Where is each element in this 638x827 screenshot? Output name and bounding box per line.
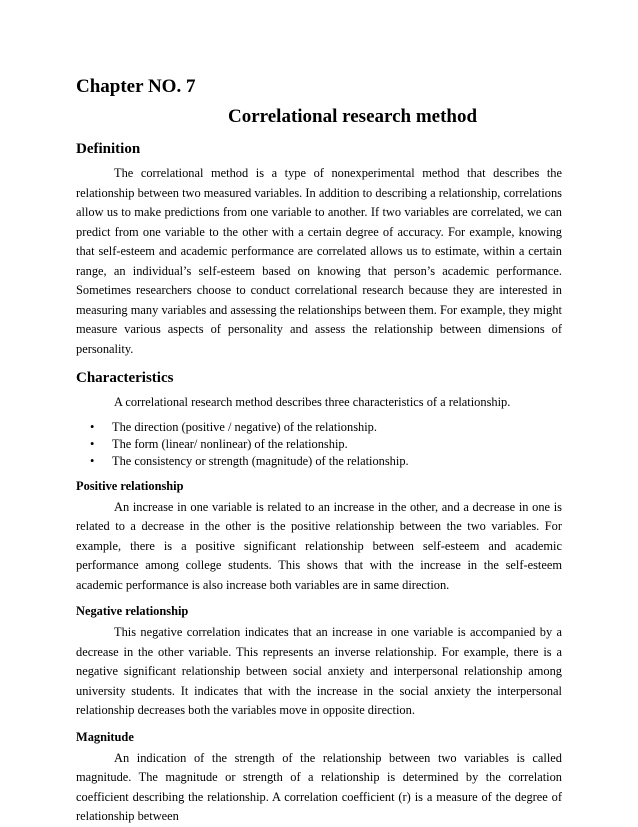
bullet-icon: • [90, 419, 95, 434]
definition-paragraph: The correlational method is a type of nonexperimental method that describes the relationship between two measured variables. In addition to describing a relationship, correlations allow us to make predictions from one variable to another. If two variables are correlated, we can predict from one variable to the other with a certain degree of accuracy. For example, knowing that self-esteem and academic performance are correlated allows us to estimate, within a certain range, an individual’s self-esteem based on knowing that person’s academic performance. Sometimes researchers choose to conduct correlational research because they are interested in measuring many variables and assessing the relationships between them. For example, they might measure various aspects of personality and assess the relationship between dimensions of personality. [76, 166, 562, 356]
list-item [90, 436, 562, 453]
list-item-text: The consistency or strength (magnitude) of the relationship. [112, 453, 409, 468]
definition-heading: Definition [76, 141, 141, 157]
negative-relationship-paragraph: This negative correlation indicates that an increase in one variable is accompanied by a decrease in the other variable. This represents an inverse relationship. For example, there is a negative significant relationship between social anxiety and interpersonal relationship among university students. It indicates that with the increase in the social anxiety the interpersonal relationship decreases both the variables move in opposite direction. [76, 625, 562, 717]
page-title: Correlational research method [228, 106, 478, 127]
list-item [90, 453, 562, 470]
bullet-icon: • [90, 453, 95, 468]
list-item-text: The form (linear/ nonlinear) of the relationship. [112, 436, 348, 451]
positive-relationship-heading: Positive relationship [76, 478, 184, 493]
list-item-text: The direction (positive / negative) of the relationship. [112, 419, 377, 434]
bullet-icon: • [90, 436, 95, 451]
characteristics-intro: A correlational research method describes three characteristics of a relationship. [114, 395, 511, 409]
magnitude-heading: Magnitude [76, 729, 134, 744]
list-item [90, 419, 562, 436]
characteristics-list [76, 419, 562, 470]
positive-relationship-paragraph: An increase in one variable is related to an increase in the other, and a decrease in one is related to a decrease in the other is the positive relationship between the two variables. For example, there is a positive significant relationship between self-esteem and academic performance among college students. This shows that with the increase in the self-esteem academic performance is also increase both variables are in same direction. [76, 499, 562, 592]
chapter-heading: Chapter NO. 7 [76, 76, 196, 97]
negative-relationship-heading: Negative relationship [76, 604, 189, 618]
magnitude-paragraph: An indication of the strength of the relationship between two variables is called magnitude. The magnitude or strength of a relationship is determined by the correlation coefficient describing the relationship. A correlation coefficient (r) is a measure of the degree of relationship between [76, 750, 562, 823]
characteristics-heading: Characteristics [76, 370, 174, 386]
